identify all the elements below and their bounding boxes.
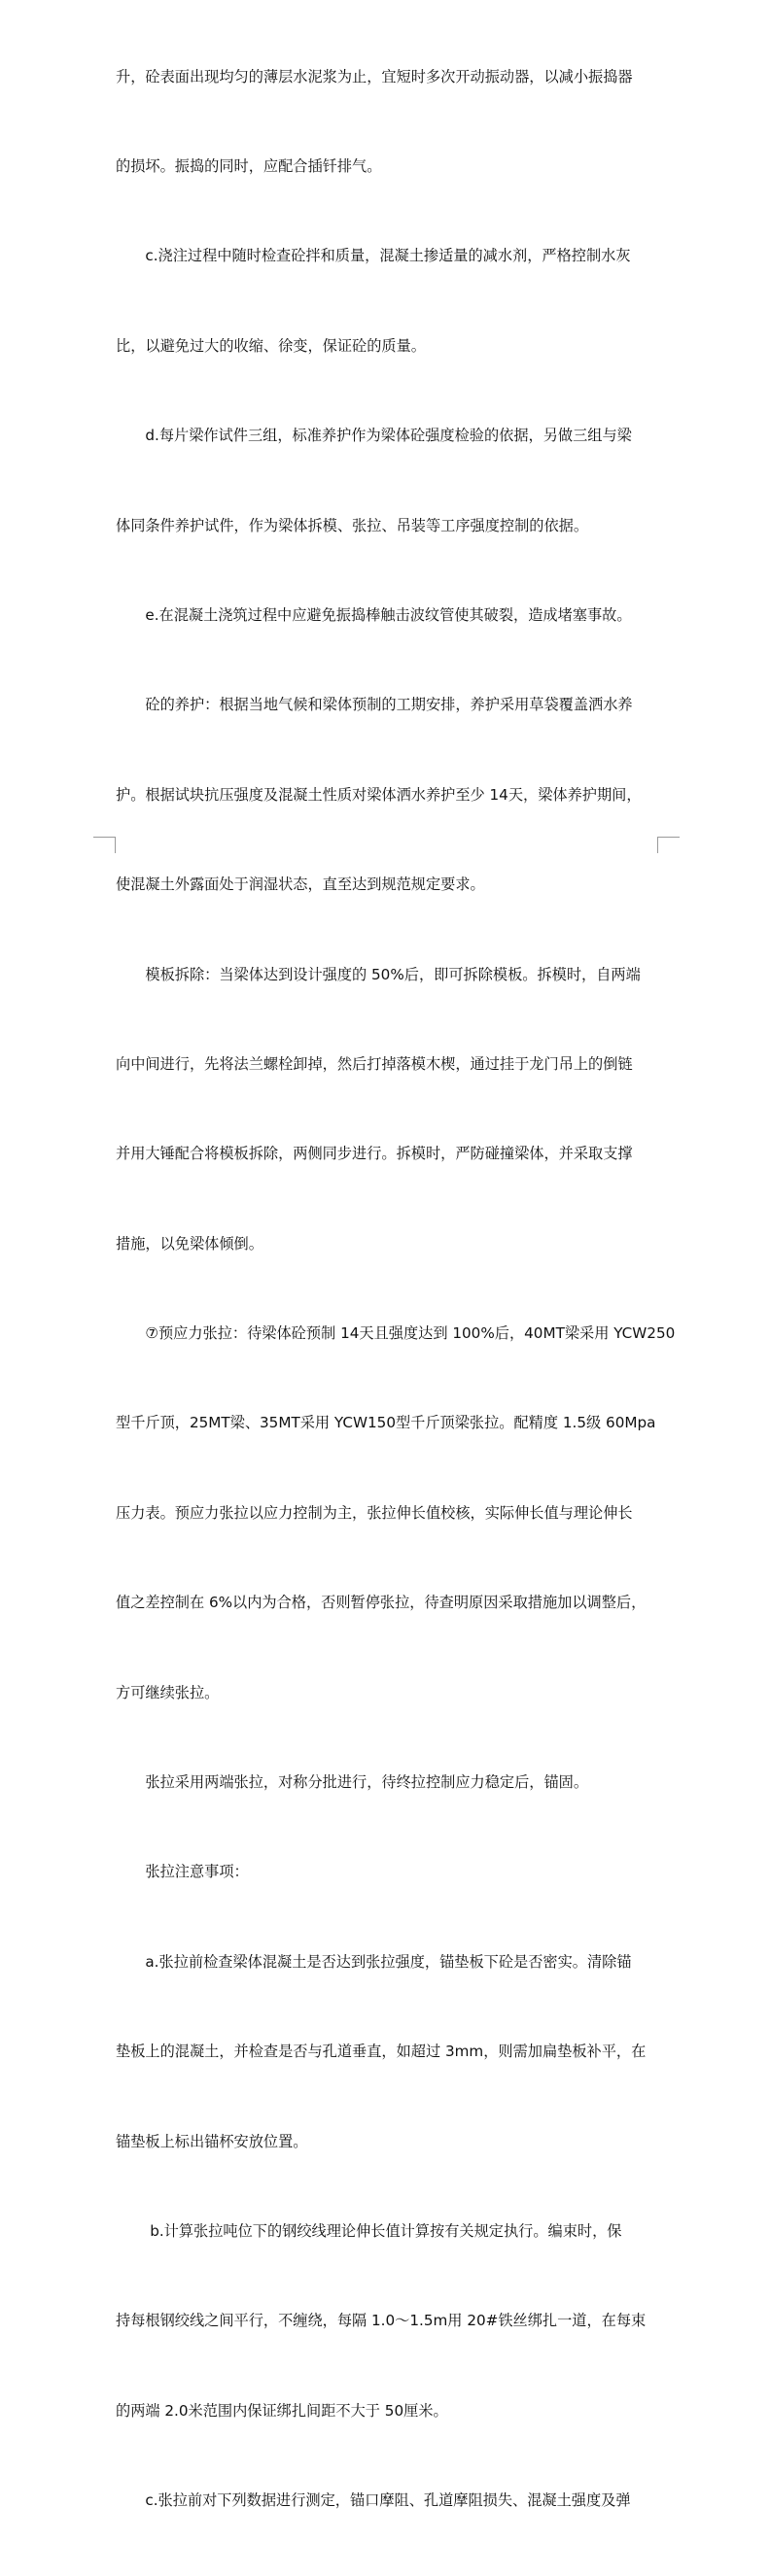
text-line: 并用大锤配合将模板拆除，两侧同步进行。拆模时，严防碰撞梁体，并采取支撑: [116, 1145, 633, 1163]
text-line: 垫板上的混凝土，并检查是否与孔道垂直，如超过 3mm，则需加扁垫板补平，在: [116, 2043, 647, 2061]
text-line: c.浇注过程中随时检查砼拌和质量，混凝土掺适量的减水剂，严格控制水灰: [116, 247, 631, 265]
margin-crop-mark-left: [93, 837, 116, 853]
text-block: [116, 2, 675, 2576]
text-line: a.张拉前检查梁体混凝土是否达到张拉强度，锚垫板下砼是否密实。清除锚: [116, 1952, 632, 1971]
text-line: 向中间进行，先将法兰螺栓卸掉，然后打掉落模木楔，通过挂于龙门吊上的倒链: [116, 1054, 633, 1073]
text-line: 升，砼表面出现均匀的薄层水泥浆为止，宜短时多次开动振动器，以减小振捣器: [116, 67, 633, 86]
text-line: 比，以避免过大的收缩、徐变，保证砼的质量。: [116, 336, 426, 355]
text-line: 值之差控制在 6%以内为合格，否则暂停张拉，待查明原因采取措施加以调整后，: [116, 1594, 647, 1612]
text-line: 的两端 2.0米范围内保证绑扎间距不大于 50厘米。: [116, 2401, 448, 2420]
text-line: b.计算张拉吨位下的钢绞线理论伸长值计算按有关规定执行。编束时，保: [116, 2221, 622, 2240]
text-line: 方可继续张拉。: [116, 1683, 220, 1701]
text-line: 使混凝土外露面处于润湿状态，直至达到规范规定要求。: [116, 876, 485, 894]
text-line: 锚垫板上标出锚杯安放位置。: [116, 2132, 308, 2150]
text-line: 压力表。预应力张拉以应力控制为主，张拉伸长值校核，实际伸长值与理论伸长: [116, 1503, 633, 1522]
text-line: 措施，以免梁体倾倒。: [116, 1234, 263, 1253]
margin-crop-mark-right: [657, 837, 680, 853]
text-line: 持每根钢绞线之间平行，不缠绕，每隔 1.0～1.5m用 20#铁丝绑扎一道，在每束: [116, 2312, 647, 2330]
text-line: e.在混凝土浇筑过程中应避免振捣棒触击波纹管使其破裂，造成堵塞事故。: [116, 605, 632, 624]
text-line: c.张拉前对下列数据进行测定，锚口摩阻、孔道摩阻损失、混凝土强度及弹: [116, 2491, 631, 2510]
text-line: d.每片梁作试件三组，标准养护作为梁体砼强度检验的依据，另做三组与梁: [116, 427, 632, 445]
text-line: 模板拆除：当梁体达到设计强度的 50%后，即可拆除模板。拆模时，自两端: [116, 965, 641, 983]
text-line: 的损坏。振捣的同时，应配合插钎排气。: [116, 156, 382, 175]
text-line: 张拉采用两端张拉，对称分批进行，待终拉控制应力稳定后，锚固。: [116, 1773, 588, 1792]
text-line: 型千斤顶，25MT梁、35MT采用 YCW150型千斤顶梁张拉。配精度 1.5级 60Mpa: [116, 1414, 656, 1432]
text-line: 砼的养护：根据当地气候和梁体预制的工期安排，养护采用草袋覆盖洒水养: [116, 696, 633, 714]
text-line: 张拉注意事项：: [116, 1863, 249, 1881]
text-line: ⑦预应力张拉：待梁体砼预制 14天且强度达到 100%后，40MT梁采用 YCW250: [116, 1324, 676, 1343]
text-line: 护。根据试块抗压强度及混凝土性质对梁体洒水养护至少 14天，梁体养护期间，: [116, 785, 642, 804]
text-line: 体同条件养护试件，作为梁体拆模、张拉、吊装等工序强度控制的依据。: [116, 516, 588, 534]
